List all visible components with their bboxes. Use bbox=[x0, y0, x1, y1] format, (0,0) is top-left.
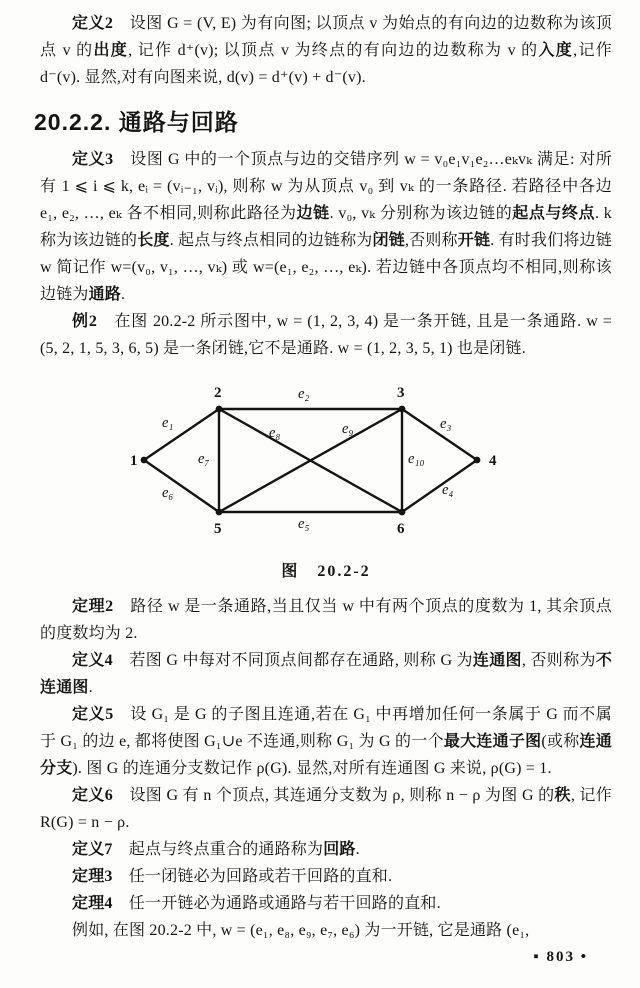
edge-label-e7: e₇ bbox=[198, 451, 210, 467]
paragraph-definition-2 bbox=[40, 10, 612, 91]
graph-vertex-4 bbox=[474, 457, 481, 464]
definition-3-label: 定义3 bbox=[72, 151, 114, 168]
edge-label-e6: e₆ bbox=[162, 485, 174, 501]
theorem-4-text: 任一开链必为通路或通路与若干回路的直和. bbox=[112, 895, 441, 912]
vertex-label-5: 5 bbox=[214, 521, 222, 537]
vertex-label-2: 2 bbox=[214, 385, 222, 401]
paragraph-definition-3 bbox=[40, 146, 612, 308]
paragraph-definition-4 bbox=[40, 647, 612, 701]
paragraph-theorem-3 bbox=[40, 863, 612, 890]
page-number bbox=[533, 949, 588, 966]
scanned-textbook-page bbox=[34, 10, 613, 944]
graph-vertex-1 bbox=[141, 457, 148, 464]
page-number-left-mark: ▪ bbox=[533, 949, 541, 965]
graph-vertex-5 bbox=[216, 509, 223, 516]
graph-vertex-2 bbox=[216, 406, 223, 413]
edge-label-e10: e₁₀ bbox=[408, 451, 425, 467]
edge-label-e4: e₄ bbox=[442, 482, 454, 498]
definition-7-text: 起点与终点重合的通路称为回路. bbox=[112, 841, 360, 858]
definition-5-label: 定义5 bbox=[72, 706, 114, 723]
edge-label-e8: e₈ bbox=[269, 425, 281, 441]
graph-edge-e4 bbox=[402, 460, 477, 512]
paragraph-definition-6 bbox=[40, 782, 612, 836]
graph-svg bbox=[106, 380, 542, 548]
paragraph-example-2 bbox=[40, 308, 612, 362]
edge-label-e3: e₃ bbox=[440, 416, 452, 432]
definition-6-text: 设图 G 有 n 个顶点, 其连通分支数为 ρ, 则称 n − ρ 为图 G 的秩, 记作 R(G) = n − ρ. bbox=[40, 787, 612, 831]
graph-figure-20-2-2 bbox=[106, 380, 542, 548]
vertex-label-6: 6 bbox=[397, 521, 405, 537]
theorem-2-text: 路径 w 是一条通路,当且仅当 w 中有两个顶点的度数为 1, 其余顶点的度数均为 2. bbox=[40, 598, 612, 642]
page-number-value: 803 bbox=[546, 949, 575, 965]
edge-label-e9: e₉ bbox=[342, 421, 354, 437]
graph-vertex-3 bbox=[399, 406, 406, 413]
definition-2-label: 定义2 bbox=[72, 15, 114, 32]
graph-vertex-6 bbox=[399, 509, 406, 516]
example-2-text: 在图 20.2-2 所示图中, w = (1, 2, 3, 4) 是一条开链, 且是一条通路. w = (5, 2, 1, 5, 3, 6, 5) 是一条闭链,它不是通路. w = (1, 2, 3, 5, 1) 也是闭链. bbox=[40, 313, 612, 357]
edge-label-e1: e₁ bbox=[162, 415, 174, 431]
theorem-3-text: 任一闭链必为回路或若干回路的直和. bbox=[112, 868, 393, 885]
theorem-4-label: 定理4 bbox=[72, 895, 113, 912]
theorem-2-label: 定理2 bbox=[72, 598, 114, 615]
vertex-label-4: 4 bbox=[489, 453, 497, 469]
theorem-3-label: 定理3 bbox=[72, 868, 113, 885]
definition-6-label: 定义6 bbox=[72, 787, 113, 804]
example-open-chain-text: 例如, 在图 20.2-2 中, w = (e₁, e₈, e₉, e₇, e₆) 为一开链, 它是通路 (e₁, bbox=[72, 922, 530, 939]
graph-edge-e6 bbox=[144, 460, 219, 512]
example-2-label: 例2 bbox=[72, 313, 98, 330]
vertex-label-1: 1 bbox=[130, 453, 138, 469]
paragraph-definition-5 bbox=[40, 701, 612, 782]
edge-label-e5: e₅ bbox=[298, 516, 310, 532]
vertex-label-3: 3 bbox=[397, 385, 405, 401]
section-heading: 20.2.2. 通路与回路 bbox=[34, 109, 239, 135]
definition-3-text: 设图 G 中的一个顶点与边的交错序列 w = v₀e₁v₁e₂…eₖvₖ 满足: 对所有 1 ⩽ i ⩽ k, eᵢ = (vᵢ₋₁, vᵢ), 则称 w 为从顶点 v₀ 到 vₖ 的一条路径. 若路径中各边 e₁, e₂, …, eₖ 各不相同,则称此路径为边链. v₀, vₖ 分别称为该边链的起点与终点. k 称为该边链的长度. 起点与终点相同的边链称为闭链,否则称开链. 有时我们将边链 w 简记作 w=(v₀, v₁, …, vₖ) 或 w=(e₁, e₂, …, eₖ). 若边链中各顶点均不相同,则称该边链为通路. bbox=[40, 151, 613, 303]
paragraph-theorem-2 bbox=[40, 593, 612, 647]
definition-4-label: 定义4 bbox=[72, 652, 113, 669]
figure-caption: 图 20.2-2 bbox=[281, 563, 371, 580]
paragraph-theorem-4 bbox=[40, 890, 612, 917]
definition-5-text: 设 G₁ 是 G 的子图且连通,若在 G₁ 中再增加任何一条属于 G 而不属于 G₁ 的边 e, 都将使图 G₁∪e 不连通,则称 G₁ 为 G 的一个最大连通子图(或称连通分支). 图 G 的连通分支数记作 ρ(G). 显然,对所有连通图 G 来说, ρ(G) = 1. bbox=[40, 706, 612, 777]
definition-4-text: 若图 G 中每对不同顶点间都存在通路, 则称 G 为连通图, 否则称为不连通图. bbox=[40, 652, 613, 696]
paragraph-definition-7 bbox=[40, 836, 612, 863]
page-number-right-mark: • bbox=[580, 949, 588, 965]
definition-7-label: 定义7 bbox=[72, 841, 113, 858]
edge-label-e2: e₂ bbox=[298, 386, 310, 402]
definition-2-text: 设图 G = (V, E) 为有向图; 以顶点 v 为始点的有向边的边数称为该顶点 v 的出度, 记作 d⁺(v); 以顶点 v 为终点的有向边的边数称为 v 的入度,记作 d⁻(v). 显然,对有向图来说, d(v) = d⁺(v) + d⁻(v). bbox=[40, 15, 612, 86]
paragraph-example-open-chain bbox=[40, 917, 612, 944]
